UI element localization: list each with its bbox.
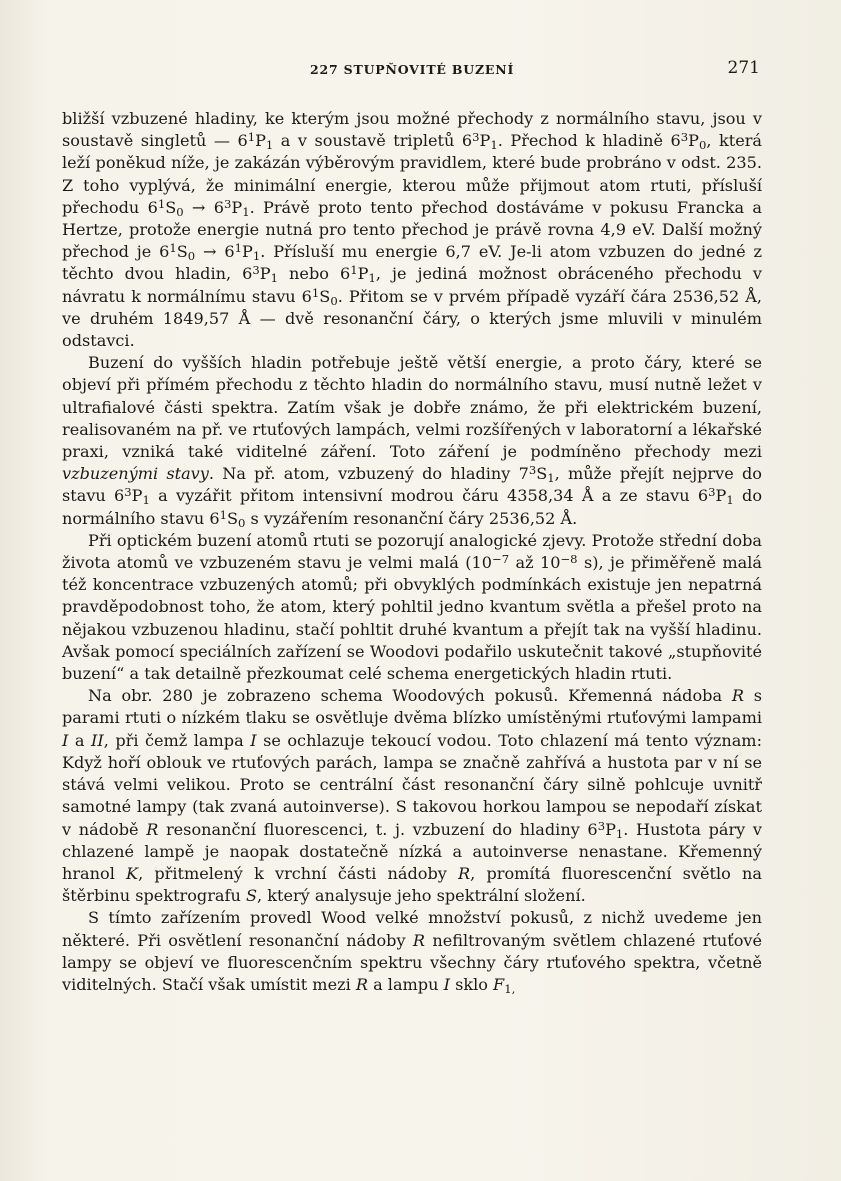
subscript: 1: [547, 471, 555, 486]
text-run: S tímto zařízením provedl Wood velké množství pokusů, z nichž uvedeme jen některé. Při osvětlení resonanční nádoby: [62, 908, 762, 950]
superscript: 3: [124, 485, 132, 500]
text-run: , která leží poněkud níže, je zakázán výběrovým pravidlem, které bude probráno v odst. 235. Z toho vyplývá, že minimální energie, kterou může přijmout atom rtuti, přísluší přechodu 6: [62, 131, 763, 217]
subscript: 1: [615, 826, 624, 841]
running-title: 227 STUPŇOVITÉ BUZENÍ: [310, 62, 515, 77]
subscript: 0: [187, 249, 196, 264]
text-run: a lampu: [367, 974, 444, 994]
symbol-F: F: [493, 974, 505, 994]
text-run: , je jediná možnost obráceného přechodu v návratu k normálnímu stavu 6: [62, 264, 762, 306]
superscript: 1: [219, 507, 227, 522]
symbol-K: K: [126, 863, 139, 883]
paragraph-4: [62, 685, 762, 907]
term-symbol: P: [715, 486, 727, 506]
term-symbol: P: [688, 131, 699, 151]
superscript: 3: [597, 818, 606, 833]
subscript: 0: [698, 138, 707, 153]
subscript: 1: [242, 204, 250, 219]
text-run: a: [68, 730, 91, 750]
term-symbol: P: [131, 486, 143, 506]
text-run: s parami rtuti o nízkém tlaku se osvětluje dvěma blízko umístěnými rtuťovými lampami: [62, 686, 762, 728]
text-run: s), je přiměřeně malá též koncentrace vzbuzených atomů; při obvyklých podmínkách existuje jen nepatrná pravděpodobnost toho, že atom, který pohltil jedno kvantum světla a přešel proto na nějakou vzbuzenou hladinu, stačí pohltit druhé kvantum a přejít tak na vyšší hladinu. Avšak pomocí speciálních zařízení se Woodovi podařilo uskutečnit takové „stupňovité buzení“ a tak detailně přezkoumat celé schema energetických hladin rtuti.: [62, 553, 763, 684]
term-symbol: S: [226, 508, 238, 528]
text-run: s vyzářením resonanční čáry 2536,52 Å.: [245, 508, 578, 528]
symbol-I: I: [443, 974, 450, 994]
text-run: se ochlazuje tekoucí vodou. Toto chlazení má tento význam: Když hoří oblouk ve rtuťových parách, lampa se značně zahřívá a hustota par v ní se stává velmi velikou. Proto se centrální část resonanční čáry silně pohlcuje uvnitř samotné lampy (tak zvaná autoinverse). S takovou horkou lampou se nepodaří získat v nádobě: [62, 730, 762, 839]
text-run: a vyzářit přitom intensivní modrou čáru 4358,34 Å a ze stavu 6: [149, 486, 709, 506]
page-number: 271: [727, 58, 760, 78]
text-run: , promítá fluorescenční světlo na štěrbinu spektrografu: [62, 863, 762, 906]
superscript: 3: [528, 463, 537, 478]
term-symbol: P: [357, 264, 369, 284]
term-symbol: S: [176, 242, 188, 262]
superscript: 1: [350, 263, 358, 278]
term-symbol: S: [536, 464, 548, 484]
superscript: 3: [472, 130, 480, 144]
term-symbol: P: [479, 131, 491, 151]
subscript: 1: [270, 271, 278, 286]
superscript: 1: [169, 241, 177, 256]
subscript: 1: [142, 493, 150, 508]
text-run: bližší vzbuzené hladiny, ke kterým jsou možné přechody z normálního stavu, jsou v soustavě singletů — 6: [62, 109, 762, 151]
term-symbol: P: [605, 819, 616, 839]
term-symbol: S: [319, 286, 331, 306]
text-run: , může přejít nejprve do stavu 6: [62, 464, 762, 506]
subscript: 1: [368, 271, 376, 286]
term-symbol: S: [165, 197, 177, 217]
exponent: −8: [560, 551, 578, 566]
text-run: Na obr. 280 je zobrazeno schema Woodových pokusů. Křemenná nádoba: [88, 686, 732, 706]
symbol-S: S: [245, 886, 257, 906]
text-run: → 6: [195, 242, 235, 262]
subscript: 1: [726, 493, 734, 508]
running-head: [120, 58, 760, 84]
symbol-R: R: [458, 863, 471, 883]
symbol-I: I: [62, 730, 69, 750]
text-run: . Přitom se v prvém případě vyzáří čára 2536,52 Å, ve druhém 1849,57 Å — dvě resonanční čáry, o kterých jsme mluvili v minulém odstavci.: [62, 286, 762, 351]
term-symbol: P: [259, 264, 271, 284]
superscript: 1: [234, 241, 243, 256]
exponent: −7: [492, 551, 510, 566]
text-run: nefiltrovaným světlem chlazené rtuťové lampy se objeví ve fluorescenčním spektru všechny čáry rtuťového spektra, včetně viditelných. Stačí však umístit mezi: [62, 930, 762, 994]
subscript: 1: [252, 249, 261, 264]
term-symbol: P: [231, 197, 243, 217]
paragraph-1: [62, 108, 762, 352]
superscript: 3: [680, 130, 689, 144]
superscript: 3: [223, 196, 232, 211]
paragraph-5: [62, 907, 762, 996]
symbol-R: R: [355, 974, 368, 994]
text-run: až 10: [509, 553, 561, 573]
symbol-I: I: [250, 730, 257, 750]
subscript: 1: [265, 138, 274, 153]
paragraph-3: [62, 530, 762, 685]
text-run: , přitmelený k vrchní části nádoby: [138, 863, 459, 883]
text-run: Při optickém buzení atomů rtuti se pozorují analogické zjevy. Protože střední doba života atomů ve vzbuzeném stavu je velmi malá (10: [62, 530, 762, 573]
superscript: 3: [708, 485, 716, 500]
text-run: → 6: [183, 197, 224, 217]
text-run: . Hustota páry v chlazené lampě je naopak dostatečně nízká a autoinverse nenastane. Křemenný hranol: [62, 819, 763, 883]
term-symbol: P: [242, 242, 253, 262]
text-run: . Přechod k hladině 6: [497, 131, 681, 151]
superscript: 1: [247, 130, 256, 144]
text-run: a v soustavě tripletů 6: [273, 131, 473, 151]
text-run: . Přísluší mu energie 6,7 eV. Je-li atom vzbuzen do jedné z těchto dvou hladin, 6: [62, 242, 762, 284]
text-run: do normálního stavu 6: [62, 486, 763, 528]
text-run: . Na př. atom, vzbuzený do hladiny 7: [208, 464, 529, 484]
text-run: sklo: [449, 974, 494, 994]
emphasis: vzbuzenými stavy: [62, 464, 209, 484]
text-run: , při čemž lampa: [103, 730, 251, 750]
paragraph-2: [62, 352, 762, 530]
symbol-R: R: [146, 819, 159, 839]
text-run: . Právě proto tento přechod dostáváme v pokusu Francka a Hertze, protože energie nutná pro tento přechod je právě rovna 4,9 eV. Další možný přechod je 6: [62, 197, 762, 262]
subscript: 1: [490, 138, 498, 153]
superscript: 3: [252, 263, 260, 278]
subscript: 0: [330, 293, 338, 308]
text-run: Buzení do vyšších hladin potřebuje ještě větší energie, a proto čáry, které se objeví při přímém přechodu z těchto hladin do normálního stavu, musí nutně ležet v ultrafialové části spektra. Zatím však je dobře známo, že při elektrickém buzení, realisovaném na př. ve rtuťových lampách, velmi rozšířených v laboratorní a lékařské praxi, vzniká také viditelné záření. Toto záření je podmíněno přechody mezi: [62, 353, 762, 462]
superscript: 1: [157, 196, 166, 211]
text-run: nebo 6: [278, 264, 351, 284]
symbol-R: R: [731, 686, 744, 706]
superscript: 1: [311, 285, 320, 300]
subscript: 1,: [504, 981, 516, 996]
subscript: 0: [176, 204, 184, 219]
symbol-R: R: [412, 930, 426, 950]
text-run: resonanční fluorescenci, t. j. vzbuzení do hladiny 6: [158, 819, 598, 839]
subscript: 0: [237, 515, 246, 530]
text-run: , který analysuje jeho spektrální složení.: [257, 886, 586, 906]
body-text: [62, 108, 762, 996]
term-symbol: P: [255, 131, 266, 151]
symbol-II: II: [90, 730, 104, 750]
